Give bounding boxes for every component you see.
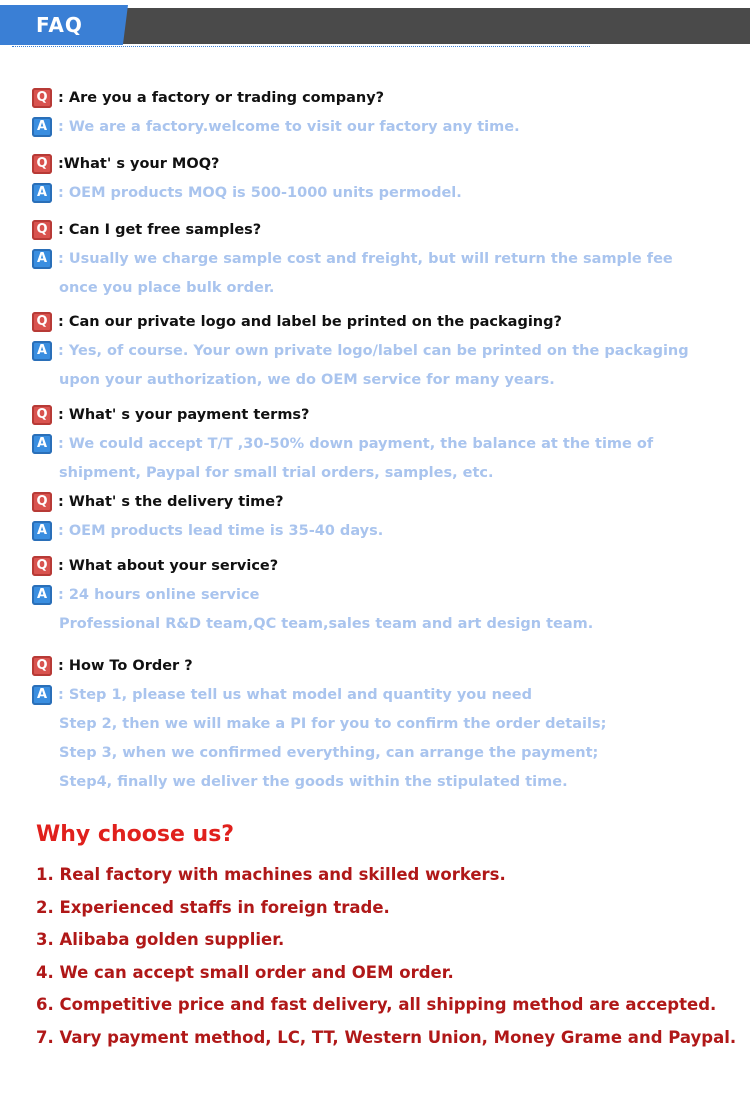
faq-item (32, 86, 732, 152)
question-icon: Q (32, 312, 52, 332)
answer-icon: A (32, 434, 52, 454)
reason-item: 2. Experienced staffs in foreign trade. (36, 897, 390, 917)
faq-item (32, 152, 732, 218)
answer-icon: A (32, 585, 52, 605)
question-icon: Q (32, 88, 52, 108)
answer-text: : Usually we charge sample cost and freight, but will return the sample fee (58, 251, 673, 267)
question-icon: Q (32, 656, 52, 676)
reason-item: 7. Vary payment method, LC, TT, Western Union, Money Grame and Paypal. (36, 1027, 737, 1047)
faq-list (32, 86, 732, 804)
faq-item (32, 403, 732, 490)
answer-text: Step 3, when we confirmed everything, can arrange the payment; (59, 745, 599, 761)
question-text: : What' s your payment terms? (58, 407, 310, 423)
answer-icon: A (32, 521, 52, 541)
answer-text: : Yes, of course. Your own private logo/label can be printed on the packaging (58, 343, 689, 359)
why-title: Why choose us? (36, 822, 235, 847)
answer-text: : OEM products MOQ is 500-1000 units permodel. (58, 185, 462, 201)
answer-text: : We are a factory.welcome to visit our factory any time. (58, 119, 520, 135)
page-title: FAQ (36, 13, 83, 37)
question-text: : What' s the delivery time? (58, 494, 284, 510)
reason-item: 6. Competitive price and fast delivery, all shipping method are accepted. (36, 995, 717, 1015)
answer-icon: A (32, 341, 52, 361)
divider (12, 46, 590, 47)
answer-text: shipment, Paypal for small trial orders, samples, etc. (59, 465, 494, 481)
question-icon: Q (32, 492, 52, 512)
question-text: :What' s your MOQ? (58, 156, 220, 172)
faq-item (32, 218, 732, 310)
question-icon: Q (32, 405, 52, 425)
reason-item: 4. We can accept small order and OEM order. (36, 962, 454, 982)
faq-item (32, 490, 732, 554)
reason-item: 3. Alibaba golden supplier. (36, 930, 285, 950)
answer-icon: A (32, 249, 52, 269)
question-text: : How To Order ? (58, 658, 193, 674)
question-icon: Q (32, 556, 52, 576)
answer-text: once you place bulk order. (59, 280, 275, 296)
answer-icon: A (32, 117, 52, 137)
answer-text: : Step 1, please tell us what model and quantity you need (58, 687, 532, 703)
faq-item (32, 654, 732, 804)
question-text: : Are you a factory or trading company? (58, 90, 385, 106)
answer-text: : 24 hours online service (58, 587, 260, 603)
answer-icon: A (32, 685, 52, 705)
answer-text: Professional R&D team,QC team,sales team and art design team. (59, 616, 594, 632)
answer-icon: A (32, 183, 52, 203)
faq-item (32, 554, 732, 654)
answer-text: : OEM products lead time is 35-40 days. (58, 523, 384, 539)
question-text: : Can I get free samples? (58, 222, 262, 238)
faq-item (32, 310, 732, 403)
why-choose-us (36, 822, 736, 1061)
answer-text: upon your authorization, we do OEM service for many years. (59, 372, 555, 388)
answer-text: Step 2, then we will make a PI for you to confirm the order details; (59, 716, 607, 732)
question-text: : Can our private logo and label be printed on the packaging? (58, 314, 562, 330)
answer-text: Step4, finally we deliver the goods within the stipulated time. (59, 774, 568, 790)
question-icon: Q (32, 220, 52, 240)
question-icon: Q (32, 154, 52, 174)
question-text: : What about your service? (58, 558, 279, 574)
answer-text: : We could accept T/T ,30-50% down payment, the balance at the time of (58, 436, 654, 452)
reason-item: 1. Real factory with machines and skilled workers. (36, 865, 506, 884)
